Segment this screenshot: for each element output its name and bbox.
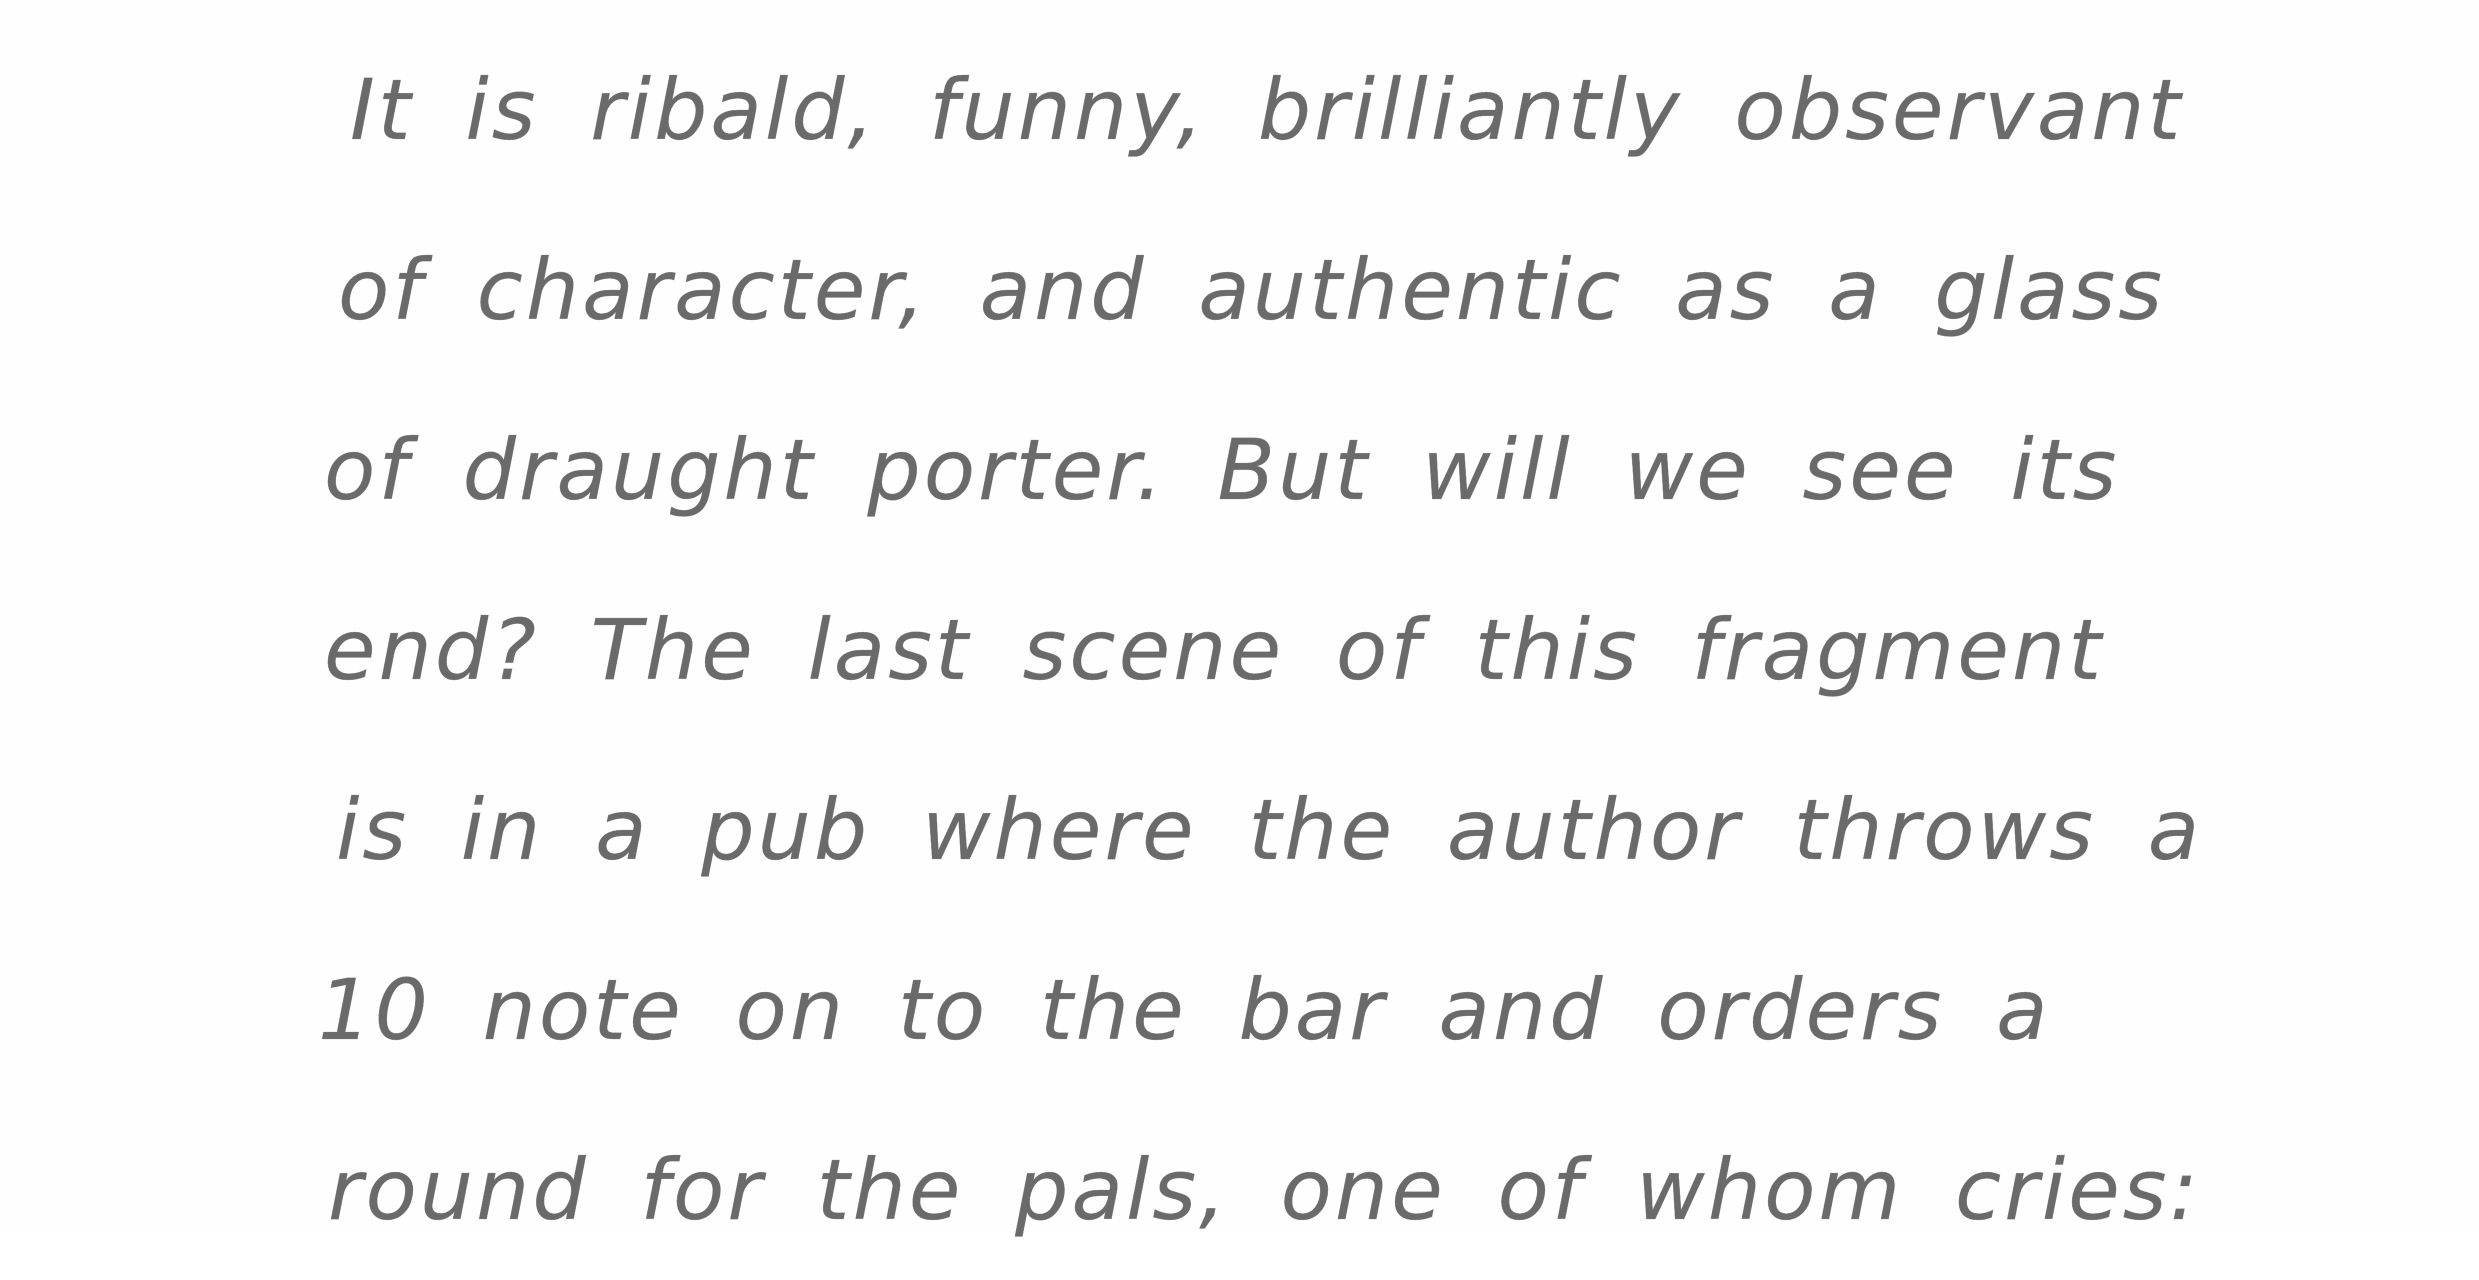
text-line-6: 10 note on to the bar and orders a [318, 961, 2051, 1059]
handwritten-text-block [310, 20, 2210, 1280]
text-line-7: round for the pals, one of whom cries: [328, 1141, 2201, 1239]
text-line-2: of character, and authentic as a glass [338, 241, 2166, 339]
text-line-5: is in a pub where the author throws a [336, 781, 2203, 879]
text-line-1: It is ribald, funny, brilliantly observant [350, 61, 2184, 159]
text-line-4: end? The last scene of this fragment [324, 601, 2105, 699]
text-line-3: of draught porter. But will we see its [324, 421, 2120, 519]
